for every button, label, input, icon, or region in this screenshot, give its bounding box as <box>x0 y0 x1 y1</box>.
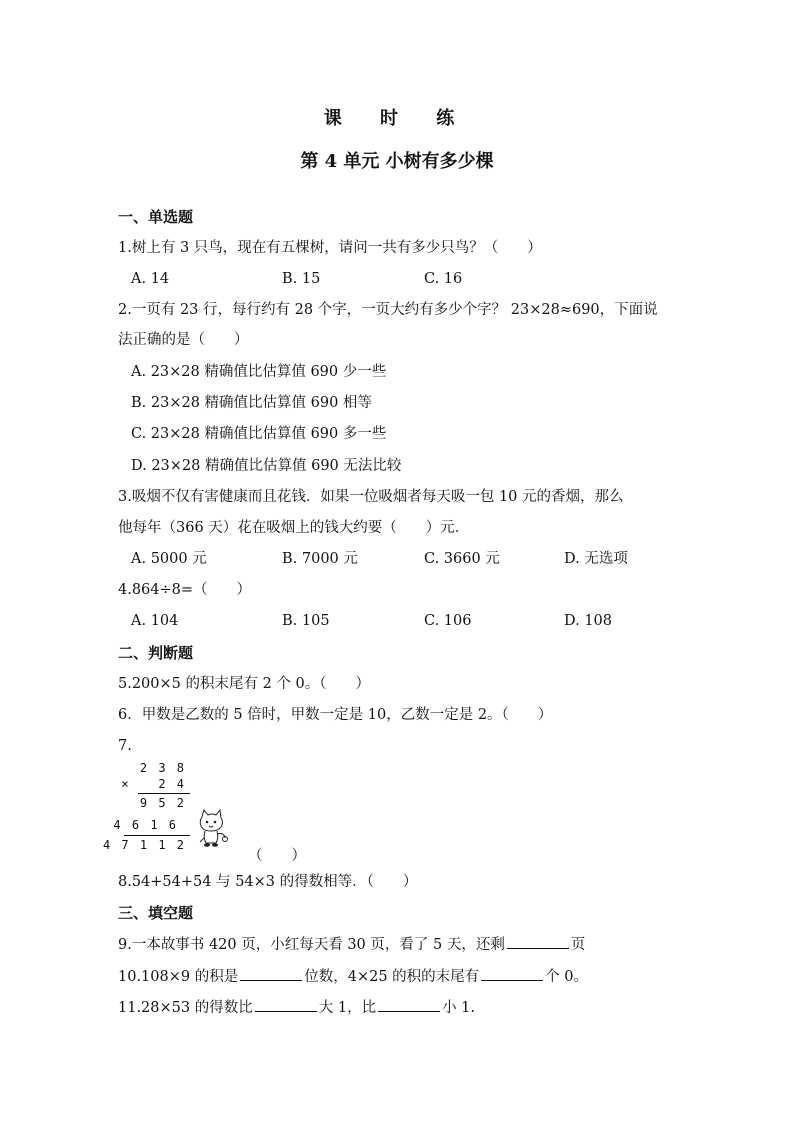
question-6: 6．甲数是乙数的 5 倍时，甲数一定是 10，乙数一定是 2。（ ） <box>118 707 553 723</box>
calc-partial-1: 9 5 2 <box>139 796 186 810</box>
question-3-line1: 3.吸烟不仅有害健康而且花钱．如果一位吸烟者每天吸一包 10 元的香烟，那么 <box>118 489 624 505</box>
q2-option-a[interactable]: A. 23×28 精确值比估算值 690 少一些 <box>131 364 387 380</box>
q11-text-c: 小 1. <box>442 1000 476 1016</box>
q2-option-b[interactable]: B. 23×28 精确值比估算值 690 相等 <box>131 395 372 411</box>
question-7-label: 7. <box>118 738 132 754</box>
q4-option-a[interactable]: A. 104 <box>131 613 179 629</box>
question-3-line2: 他每年（366 天）花在吸烟上的钱大约要（ ）元． <box>118 520 470 536</box>
q4-option-c[interactable]: C. 106 <box>424 613 472 629</box>
question-2-line1: 2.一页有 23 行，每行约有 28 个字，一页大约有多少个字？ 23×28≈690，下面说 <box>118 302 658 318</box>
question-8: 8.54+54+54 与 54×3 的得数相等．（ ） <box>118 874 418 890</box>
section-heading-single-choice: 一、单选题 <box>118 208 194 226</box>
q10-blank-2[interactable] <box>481 966 543 981</box>
q3-option-a[interactable]: A. 5000 元 <box>131 551 207 567</box>
unit-title: 第 4 单元 小树有多少棵 <box>300 151 494 172</box>
q11-text-b: 大 1，比 <box>318 1000 377 1016</box>
q10-blank-1[interactable] <box>240 966 302 981</box>
q9-blank[interactable] <box>507 934 569 949</box>
question-2-line2: 法正确的是（ ） <box>118 332 249 348</box>
cat-icon <box>194 808 230 848</box>
section-heading-true-false: 二、判断题 <box>118 644 194 662</box>
q4-option-b[interactable]: B. 105 <box>282 613 330 629</box>
q9-text-a: 9.一本故事书 420 页，小红每天看 30 页，看了 5 天，还剩 <box>118 937 505 953</box>
q4-option-d[interactable]: D. 108 <box>564 613 613 629</box>
question-11 <box>118 997 475 1018</box>
question-5: 5.200×5 的积末尾有 2 个 0。（ ） <box>118 676 371 692</box>
calc-rule-1 <box>138 793 190 794</box>
q10-text-a: 10.108×9 的积是 <box>118 969 239 985</box>
q9-text-b: 页 <box>570 937 586 953</box>
section-heading-fill-blank: 三、填空题 <box>118 904 194 922</box>
calc-product: 4 7 1 1 2 <box>102 838 186 852</box>
q3-option-b[interactable]: B. 7000 元 <box>282 551 358 567</box>
q10-text-c: 个 0。 <box>545 969 589 985</box>
calc-multiplier: × 2 4 <box>121 777 186 791</box>
q11-text-a: 11.28×53 的得数比 <box>118 1000 253 1016</box>
question-1: 1.树上有 3 只鸟，现在有五棵树，请问一共有多少只鸟？（ ） <box>118 240 542 256</box>
question-4: 4.864÷8=（ ） <box>118 582 252 598</box>
q2-option-d[interactable]: D. 23×28 精确值比估算值 690 无法比较 <box>131 458 402 474</box>
q1-option-a[interactable]: A. 14 <box>131 271 170 287</box>
q3-option-d[interactable]: D. 无选项 <box>564 551 628 567</box>
q2-option-c[interactable]: C. 23×28 精确值比估算值 690 多一些 <box>131 426 387 442</box>
q7-answer-paren[interactable]: （ ） <box>248 848 306 864</box>
calc-partial-2: 4 6 1 6 <box>113 818 178 832</box>
q11-blank-2[interactable] <box>378 997 440 1012</box>
question-9 <box>118 934 585 955</box>
calc-multiplicand: 2 3 8 <box>139 761 186 775</box>
calc-rule-2 <box>124 835 190 836</box>
q1-option-c[interactable]: C. 16 <box>424 271 463 287</box>
q11-blank-1[interactable] <box>255 997 317 1012</box>
cat-illustration <box>194 808 230 852</box>
q1-option-b[interactable]: B. 15 <box>282 271 321 287</box>
q10-text-b: 位数，4×25 的积的末尾有 <box>304 969 480 985</box>
q3-option-c[interactable]: C. 3660 元 <box>424 551 500 567</box>
question-10 <box>118 966 588 987</box>
worksheet-title: 课 时 练 <box>323 108 471 129</box>
